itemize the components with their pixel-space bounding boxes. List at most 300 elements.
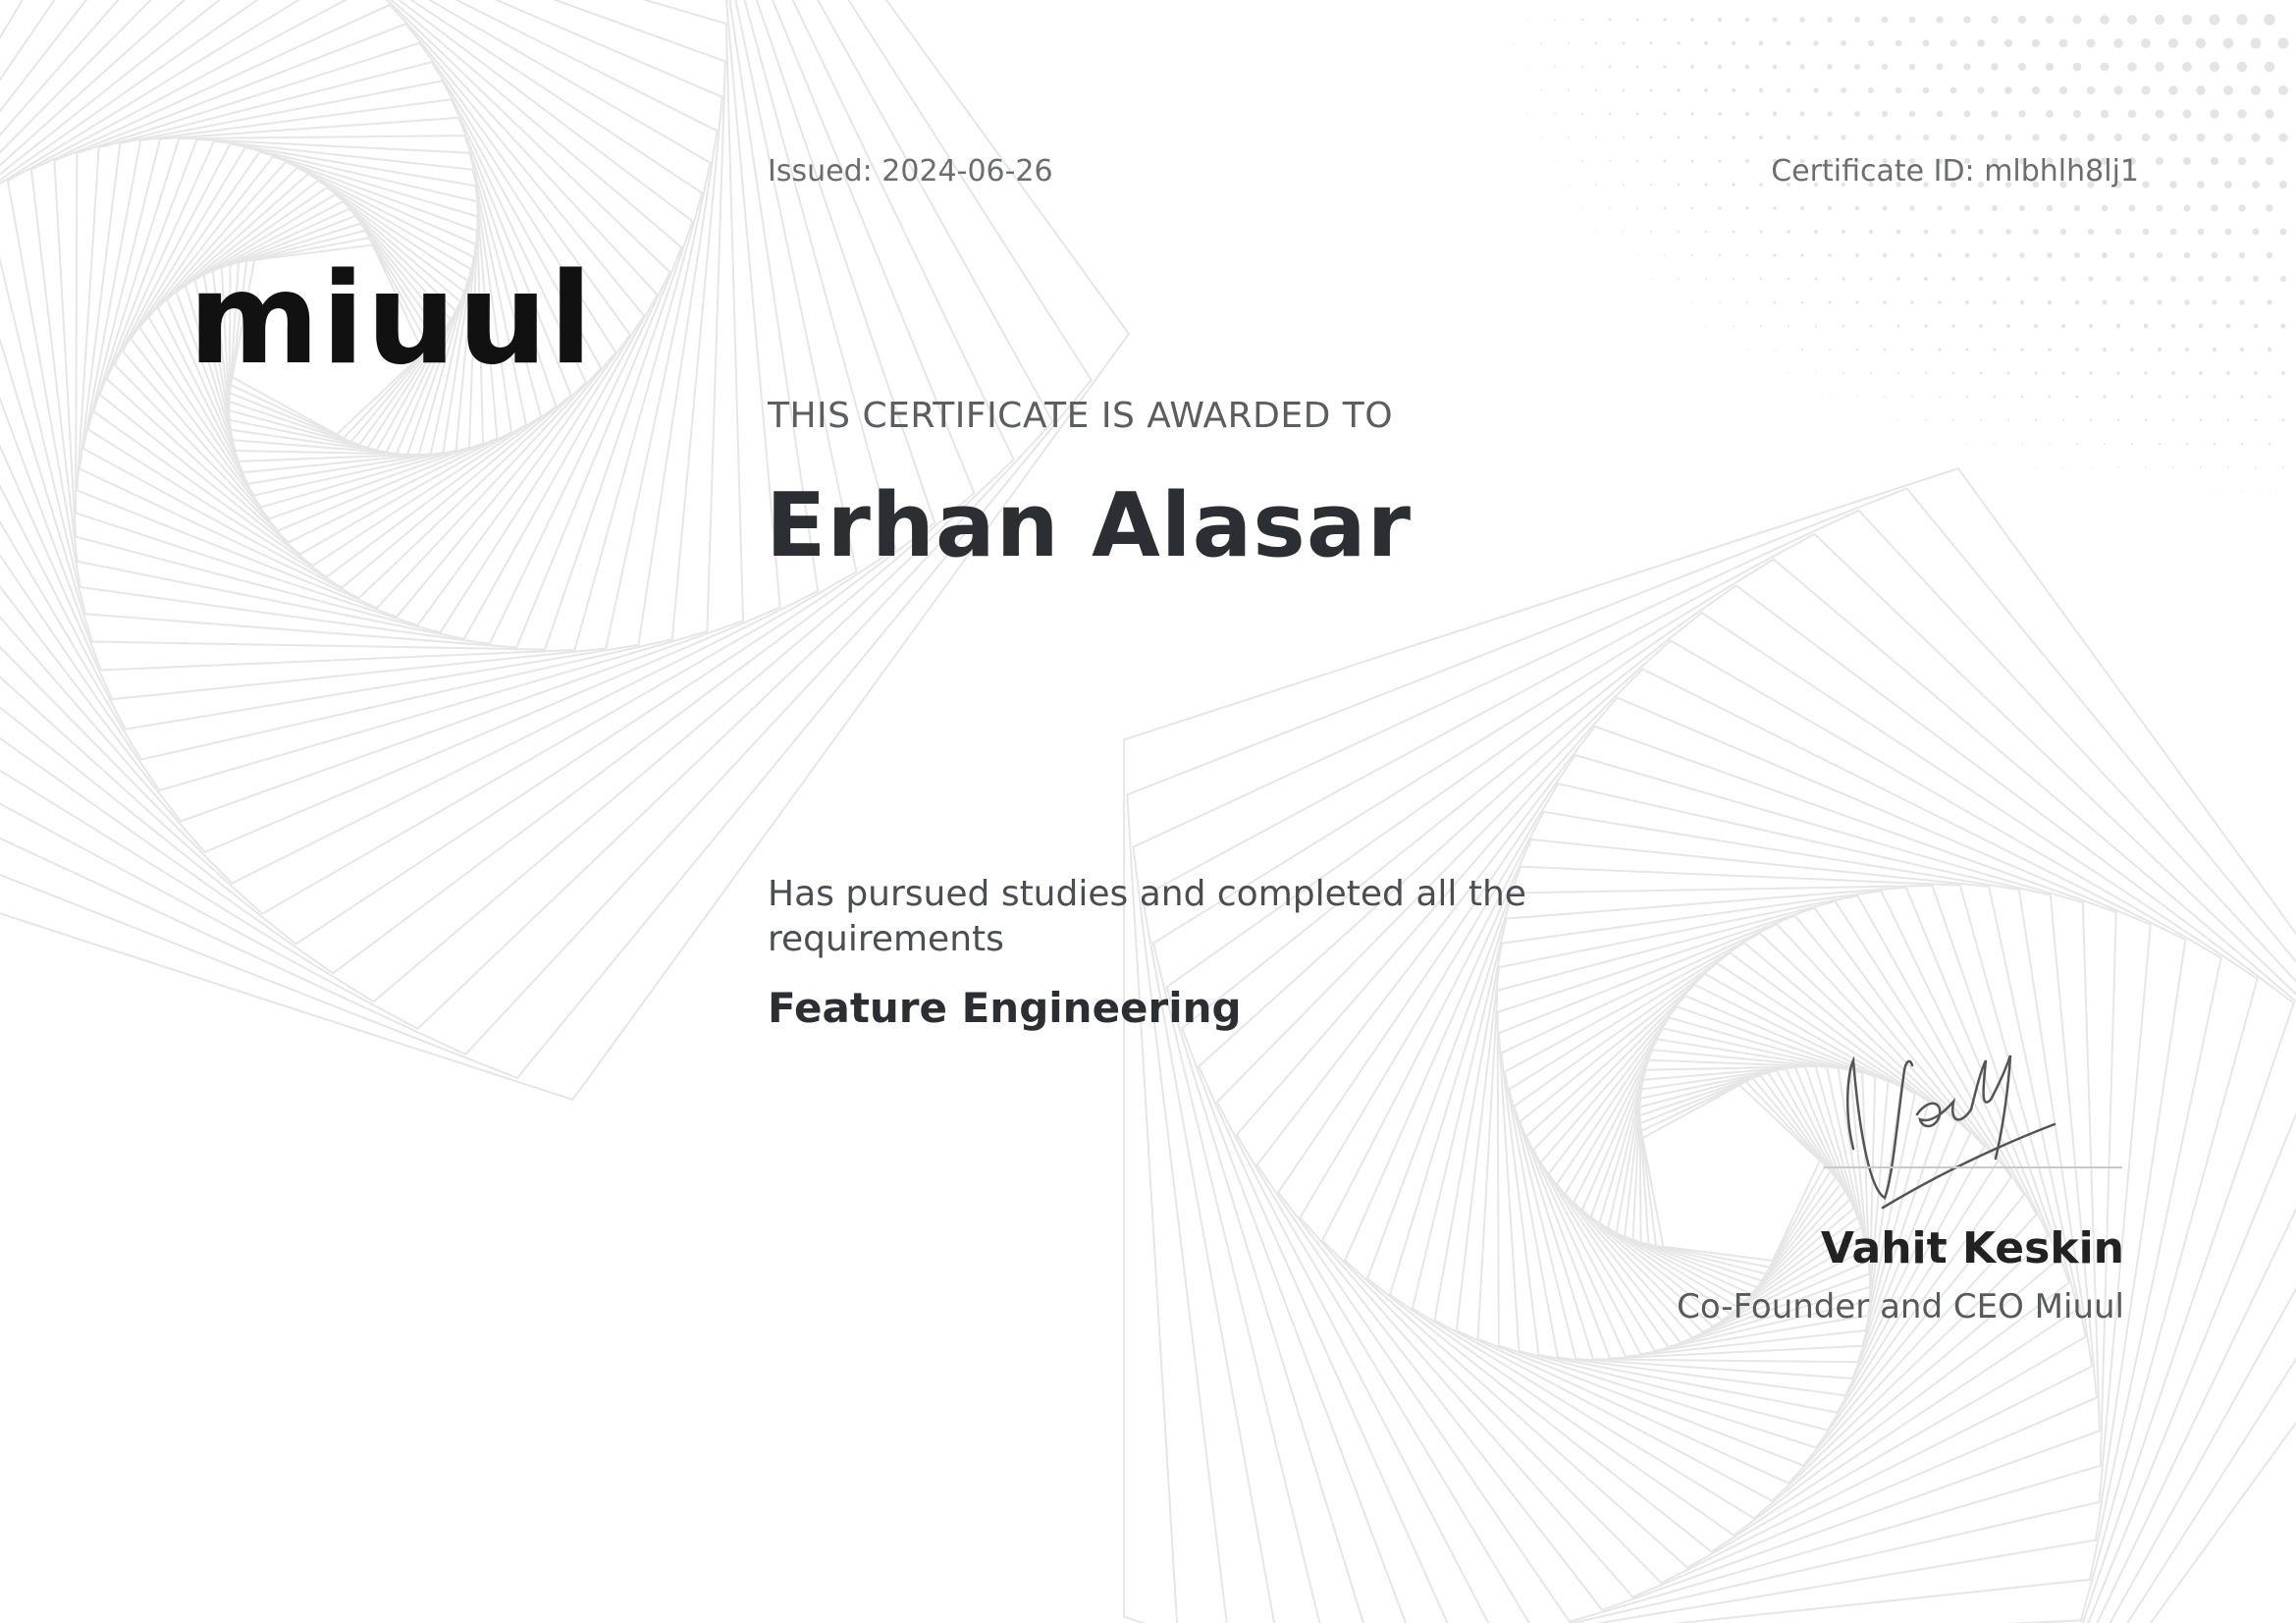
pattern-dot [2143,229,2150,236]
pattern-dot [2005,229,2011,235]
pattern-dot [1937,205,1942,210]
pattern-dot [2130,395,2133,398]
dot-pattern [1513,14,2288,491]
pattern-dot [2144,324,2149,329]
pattern-dot [2145,466,2147,468]
pattern-dot [1800,253,1803,256]
pattern-dot [1991,16,1999,24]
pattern-dot [1965,253,1970,258]
pattern-dot [2253,229,2260,236]
pattern-dot [2117,419,2120,422]
pattern-dot [1636,113,1639,116]
pattern-dot [1979,324,1983,328]
pattern-dot [2032,86,2040,94]
pattern-dot [1609,66,1612,69]
pattern-dot [2253,276,2259,282]
pattern-dot [2282,419,2285,422]
pattern-dot [1718,112,1722,116]
issued-date: Issued: 2024-06-26 [768,154,1053,189]
pattern-dot [1938,253,1943,258]
pattern-dot [1841,40,1846,46]
pattern-dot [2073,16,2082,25]
pattern-dot [1788,278,1790,281]
pattern-dot [1993,348,1996,351]
pattern-dot [2060,276,2065,281]
pattern-dot [2171,371,2175,375]
pattern-dot [2251,85,2261,95]
pattern-dot [1994,396,1996,398]
pattern-dot [1732,135,1735,139]
pattern-dot [2199,324,2204,329]
pattern-dot [1745,18,1750,23]
pattern-dot [2172,466,2174,468]
pattern-dot [1719,207,1722,210]
pattern-dot [1581,66,1583,68]
pattern-dot [2088,229,2094,235]
pattern-dot [1980,419,1982,421]
signatory-title: Co-Founder and CEO Miuul [1677,1287,2124,1326]
pattern-dot [1760,278,1763,281]
pattern-dot [1829,349,1831,351]
pattern-dot [1732,183,1735,186]
pattern-dot [2212,252,2217,258]
pattern-dot [2171,324,2176,329]
pattern-dot [2211,204,2217,211]
pattern-dot [1855,300,1858,303]
pattern-dot [1704,88,1708,92]
pattern-dot [1759,41,1764,46]
pattern-dot [2282,466,2284,468]
pattern-dot [2087,134,2095,141]
pattern-dot [1609,160,1611,162]
pattern-dot [1827,111,1832,116]
pattern-dot [1690,159,1693,162]
pattern-dot [2183,157,2191,165]
pattern-dot [2006,324,2010,328]
pattern-dot [2200,419,2203,422]
pattern-dot [2006,277,2011,282]
pattern-dot [2169,134,2178,142]
pattern-dot [2062,419,2064,421]
pattern-dot [1540,136,1541,137]
pattern-dot [2074,205,2081,212]
pattern-dot [2157,252,2163,258]
pattern-dot [1977,86,1984,93]
pattern-dot [1759,88,1763,92]
pattern-dot [2127,15,2137,25]
pattern-dot [1663,65,1666,68]
pattern-dot [2252,181,2260,189]
pattern-dot [1841,135,1845,139]
pattern-dot [2223,38,2234,49]
pattern-dot [1635,18,1638,21]
pattern-dot [2158,348,2162,352]
pattern-dot [1909,205,1914,210]
pattern-dot [2155,15,2164,25]
pattern-dot [1759,230,1762,233]
pattern-dot [1540,42,1542,44]
pattern-dot [2210,62,2219,72]
pattern-dot [2035,466,2036,467]
pattern-dot [2237,62,2247,72]
pattern-dot [2268,395,2270,398]
pattern-dot [2116,324,2120,328]
pattern-dot [2266,204,2272,211]
pattern-dot [2117,466,2119,468]
pattern-dot [1869,277,1873,281]
pattern-dot [1609,19,1612,22]
pattern-dot [1650,278,1651,279]
pattern-dot [1595,136,1597,138]
pattern-dot [1991,63,1999,71]
pattern-dot [1704,183,1707,186]
pattern-dot [2264,14,2274,25]
pattern-dot [1704,135,1707,138]
pattern-dot [1963,63,1970,70]
pattern-dot [2186,443,2188,445]
pattern-dot [2182,109,2191,118]
pattern-dot [2277,37,2288,48]
pattern-dot [1924,277,1928,281]
pattern-dot [2086,38,2095,47]
pattern-dot [1814,277,1817,280]
pattern-dot [2021,443,2023,445]
pattern-dot [2223,85,2233,95]
pattern-dot [1677,135,1680,138]
pattern-dot [2104,396,2107,399]
pattern-dot [2062,466,2063,467]
pattern-dot [2213,348,2216,352]
pattern-dot [1677,88,1680,91]
pattern-dot [1636,254,1637,255]
pattern-dot [2059,39,2068,48]
pattern-dot [1964,111,1971,118]
pattern-dot [2130,348,2134,352]
pattern-dot [1719,301,1721,303]
pattern-dot [1568,184,1569,185]
pattern-dot [1650,184,1652,186]
pattern-dot [2073,110,2081,118]
pattern-dot [1938,300,1942,304]
pattern-dot [1965,348,1968,351]
pattern-dot [1554,66,1556,68]
pattern-dot [1870,325,1873,328]
pattern-dot [1884,396,1886,398]
pattern-dot [1745,112,1749,116]
pattern-dot [1937,111,1944,118]
pattern-dot [1897,419,1898,420]
pattern-dot [1690,112,1693,115]
pattern-dot [1923,135,1929,140]
pattern-dot [2156,204,2163,211]
pattern-dot [2129,205,2136,212]
pattern-dot [1966,396,1968,398]
signatory-name: Vahit Keskin [1820,1223,2124,1273]
pattern-dot [1636,66,1639,69]
pattern-dot [1732,41,1735,45]
pattern-dot [1718,159,1721,162]
pattern-dot [1925,419,1927,421]
pattern-dot [2073,63,2082,72]
pattern-dot [2227,419,2230,422]
pattern-dot [1799,17,1804,22]
pattern-dot [2212,299,2216,304]
pattern-dot [1773,206,1777,210]
pattern-dot [2237,109,2246,118]
pattern-dot [2210,109,2218,118]
pattern-dot [1581,160,1583,162]
pattern-dot [2061,371,2064,374]
pattern-dot [1855,253,1859,257]
pattern-dot [1732,88,1735,92]
pattern-dot [2100,15,2109,24]
pattern-dot [2266,157,2273,165]
pattern-dot [2159,443,2161,445]
pattern-dot [1991,110,1998,117]
pattern-dot [1649,88,1652,91]
pattern-dot [2127,62,2136,71]
pattern-dot [2255,419,2258,422]
pattern-dot [1554,19,1556,21]
pattern-dot [2214,490,2215,491]
pattern-dot [1842,277,1844,280]
pattern-dot [2197,181,2205,189]
pattern-dot [2224,134,2233,142]
pattern-dot [1746,349,1747,350]
spiral-polygon [0,0,818,884]
pattern-dot [2142,181,2149,188]
pattern-dot [2075,348,2079,352]
pattern-dot [2278,85,2288,95]
pattern-dot [2075,300,2080,305]
pattern-dot [1827,64,1833,70]
pattern-dot [1677,41,1681,45]
pattern-dot [1663,18,1666,21]
pattern-dot [1815,325,1817,327]
pattern-dot [1554,160,1555,161]
pattern-dot [2088,276,2093,281]
pattern-dot [1800,112,1805,117]
pattern-dot [2184,252,2190,258]
pattern-dot [2074,252,2080,258]
pattern-dot [1609,207,1611,209]
pattern-dot [2061,324,2065,328]
pattern-dot [1773,112,1778,117]
pattern-dot [2252,134,2261,142]
pattern-dot [2185,348,2189,352]
pattern-dot [2034,277,2039,282]
pattern-dot [1623,231,1625,233]
pattern-dot [2226,371,2230,375]
pattern-dot [1897,372,1899,374]
pattern-dot [2004,39,2012,47]
pattern-dot [2238,157,2246,165]
pattern-dot [1746,301,1748,303]
pattern-dot [2142,134,2150,141]
pattern-dot [1690,18,1694,22]
pattern-dot [1841,87,1846,93]
pattern-dot [2128,110,2137,119]
pattern-dot [2182,15,2192,25]
pattern-dot [1705,325,1706,326]
pattern-dot [2170,229,2177,236]
pattern-dot [1842,325,1845,328]
pattern-dot [1883,206,1888,211]
pattern-dot [2268,348,2271,352]
pattern-dot [1979,277,1984,282]
pattern-dot [1896,277,1900,281]
pattern-dot [2046,16,2055,25]
pattern-dot [2129,252,2135,258]
pattern-dot [1882,17,1888,23]
pattern-dot [2034,371,2037,374]
pattern-dot [2090,466,2091,467]
pattern-dot [2169,181,2177,189]
pattern-dot [2144,371,2148,375]
pattern-dot [1623,89,1626,92]
pattern-dot [1595,89,1597,91]
pattern-dot [1774,254,1777,257]
pattern-dot [1568,136,1570,138]
spiral-polygon [0,0,725,790]
pattern-dot [1636,160,1638,162]
pattern-dot [2047,205,2053,211]
pattern-dot [1829,396,1830,397]
pattern-dot [1856,349,1858,351]
pattern-dot [1868,40,1874,46]
pattern-dot [1896,135,1901,140]
pattern-dot [1977,39,1985,47]
pattern-dot [1705,278,1707,280]
pattern-dot [2048,348,2052,352]
pattern-dot [1745,159,1749,163]
pattern-dot [1800,206,1804,210]
pattern-dot [2004,134,2011,140]
pattern-dot [1691,207,1694,210]
pattern-dot [2076,443,2078,445]
pattern-dot [1663,112,1666,115]
pattern-dot [1568,42,1570,44]
pattern-dot [1952,419,1954,421]
pattern-dot [2104,443,2106,445]
pattern-dot [2089,324,2093,328]
pattern-dot [1883,300,1886,303]
pattern-dot [1856,396,1857,397]
pattern-dot [2280,276,2286,282]
pattern-dot [2238,204,2245,211]
pattern-dot [1925,372,1927,374]
pattern-dot [2281,324,2286,329]
pattern-dot [1733,231,1735,234]
pattern-dot [1884,349,1887,352]
pattern-dot [1799,64,1804,69]
pattern-dot [1950,87,1957,94]
pattern-dot [2236,14,2247,25]
pattern-dot [1773,65,1778,70]
pattern-dot [2019,252,2024,257]
pattern-dot [2103,348,2107,352]
pattern-dot [2018,110,2026,118]
pattern-dot [1774,301,1776,303]
pattern-dot [1842,230,1845,234]
pattern-dot [1773,18,1778,23]
pattern-dot [1774,349,1776,351]
pattern-dot [1650,136,1653,139]
pattern-dot [2141,38,2151,48]
pattern-dot [2114,86,2123,95]
pattern-dot [1788,325,1789,327]
pattern-dot [2115,229,2121,235]
pattern-dot [2213,395,2216,398]
pattern-dot [2059,86,2067,94]
pattern-dot [2018,63,2026,71]
pattern-dot [2059,134,2067,141]
awarded-to-label: THIS CERTIFICATE IS AWARDED TO [768,396,1394,436]
recipient-name: Erhan Alasar [766,474,1412,577]
pattern-dot [1909,64,1916,71]
pattern-dot [1801,301,1804,304]
pattern-dot [2089,371,2092,374]
pattern-dot [2197,134,2206,142]
pattern-dot [2279,134,2288,142]
pattern-dot [1855,206,1860,211]
pattern-dot [2049,443,2051,445]
pattern-dot [2115,276,2120,281]
pattern-dot [2143,276,2149,282]
pattern-dot [2198,229,2205,236]
pattern-dot [2225,276,2231,282]
pattern-dot [1813,87,1818,92]
pattern-dot [1950,229,1955,234]
pattern-dot [2254,324,2259,329]
pattern-dot [2199,371,2203,375]
pattern-dot [2034,324,2038,328]
pattern-dot [2113,38,2122,47]
pattern-dot [1691,254,1693,256]
pattern-dot [2281,371,2285,375]
pattern-dot [2224,181,2232,189]
pattern-dot [1951,324,1955,328]
pattern-dot [1623,184,1625,186]
pattern-dot [2129,299,2134,304]
pattern-dot [2279,181,2287,189]
pattern-dot [1745,65,1749,69]
pattern-dot [1923,87,1930,94]
pattern-dot [1896,324,1899,327]
pattern-dot [1745,206,1748,209]
pattern-dot [1815,372,1817,374]
certificate-id: Certificate ID: mlbhlh8lj1 [1771,154,2139,189]
pattern-dot [2182,62,2192,72]
pattern-dot [1939,396,1941,398]
pattern-dot [1664,207,1666,209]
pattern-dot [2048,300,2053,305]
pattern-dot [1980,372,1983,375]
pattern-dot [1882,111,1888,117]
pattern-dot [2076,396,2079,399]
pattern-dot [2032,39,2040,47]
pattern-dot [1691,301,1692,302]
pattern-dot [2240,395,2243,398]
pattern-dot [2227,466,2229,468]
pattern-dot [1718,65,1722,69]
pattern-dot [1678,231,1680,233]
pattern-dot [1965,300,1969,304]
pattern-dot [2172,419,2175,422]
pattern-dot [2021,396,2024,399]
pattern-dot [2103,300,2108,305]
pattern-dot [2170,276,2176,282]
